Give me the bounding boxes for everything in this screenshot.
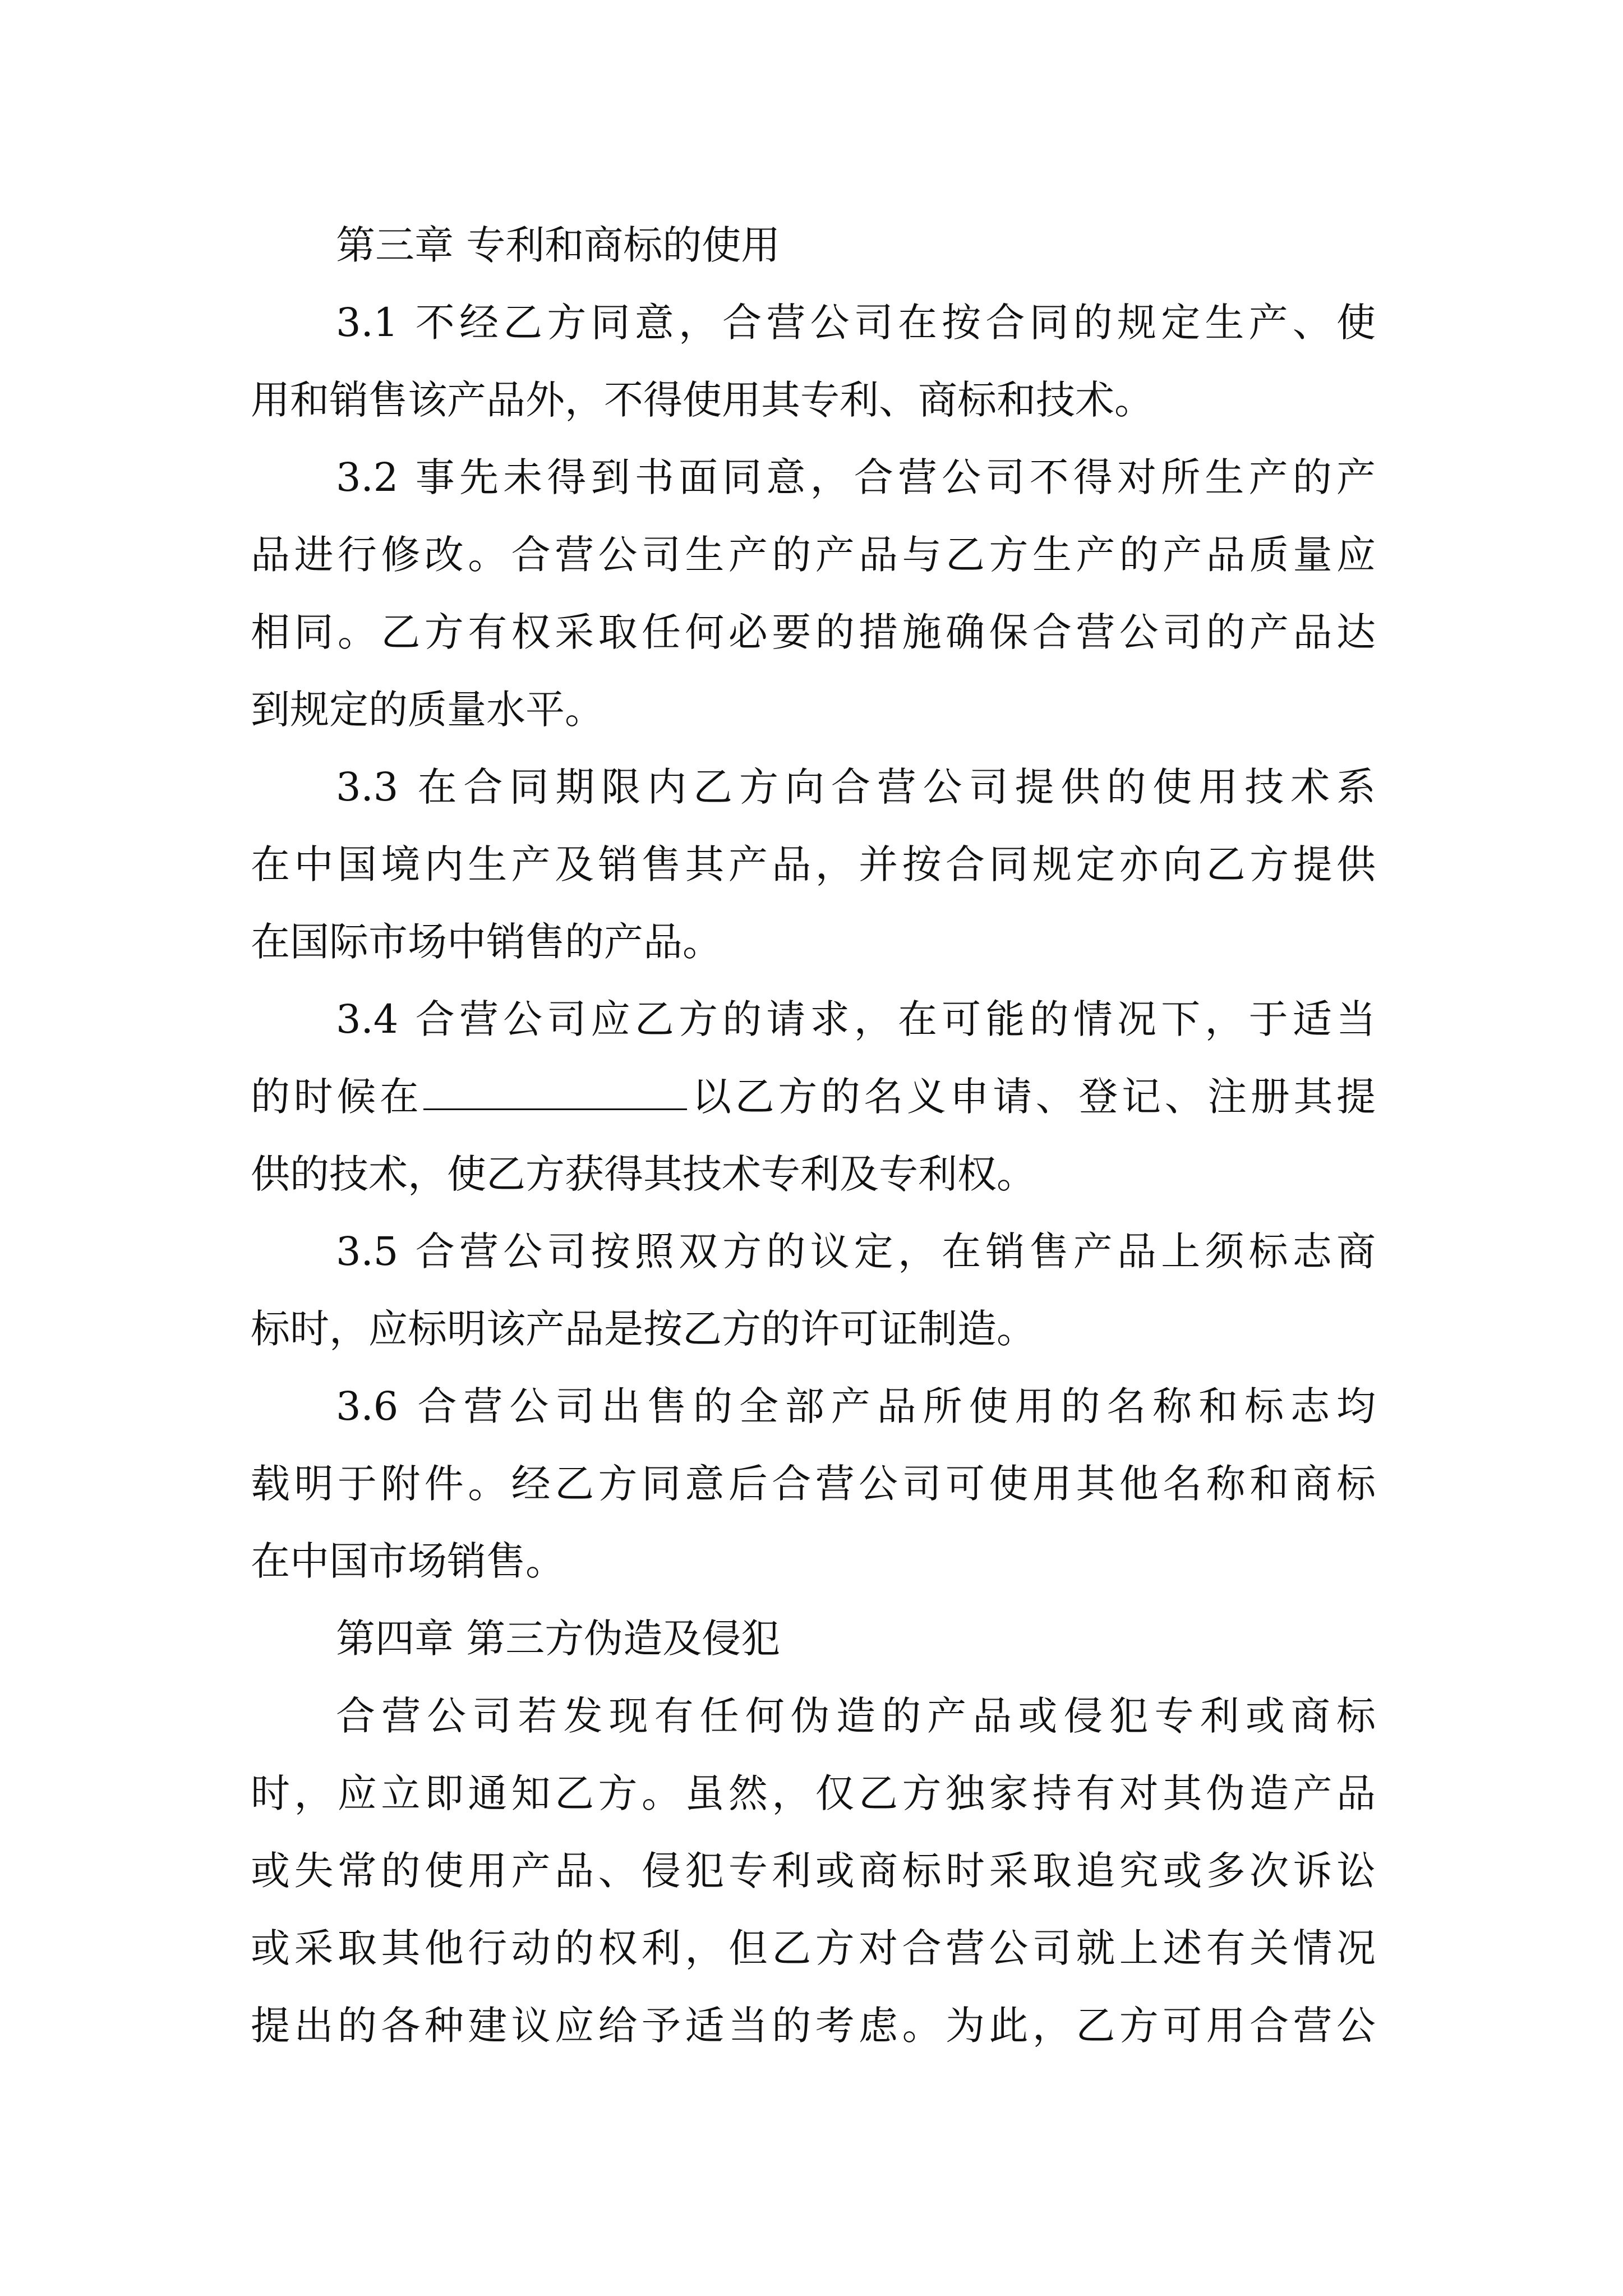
paragraph-line: 标时，应标明该产品是按乙方的许可证制造。 — [251, 1306, 1036, 1352]
line-text-before-blank: 的时候在 — [251, 1074, 423, 1120]
paragraph-line: 在中国境内生产及销售其产品，并按合同规定亦向乙方提供 — [251, 841, 1376, 887]
paragraph-line: 到规定的质量水平。 — [251, 687, 604, 733]
paragraph-line: 或采取其他行动的权利，但乙方对合营公司就上述有关情况 — [251, 1925, 1376, 1971]
paragraph-line-with-blank — [251, 1058, 1376, 1135]
paragraph-line: 3.4 合营公司应乙方的请求，在可能的情况下，于适当 — [336, 996, 1376, 1042]
paragraph-line: 3.5 合营公司按照双方的议定，在销售产品上须标志商 — [336, 1228, 1376, 1274]
paragraph-line: 载明于附件。经乙方同意后合营公司可使用其他名称和商标 — [251, 1461, 1376, 1507]
fill-in-blank — [423, 1069, 687, 1110]
paragraph-line: 相同。乙方有权采取任何必要的措施确保合营公司的产品达 — [251, 609, 1376, 655]
paragraph-line: 或失常的使用产品、侵犯专利或商标时采取追究或多次诉讼 — [251, 1848, 1376, 1894]
paragraph-line: 供的技术，使乙方获得其技术专利及专利权。 — [251, 1151, 1036, 1197]
paragraph-line: 在国际市场中销售的产品。 — [251, 919, 722, 965]
line-text-after-blank: 以乙方的名义申请、登记、注册其提 — [688, 1074, 1376, 1120]
paragraph-line: 在中国市场销售。 — [251, 1538, 565, 1584]
paragraph-line: 3.1 不经乙方同意，合营公司在按合同的规定生产、使 — [336, 300, 1376, 346]
paragraph-line: 3.6 合营公司出售的全部产品所使用的名称和标志均 — [336, 1383, 1376, 1429]
paragraph-line: 3.3 在合同期限内乙方向合营公司提供的使用技术系 — [336, 764, 1376, 810]
paragraph-line: 用和销售该产品外，不得使用其专利、商标和技术。 — [251, 377, 1154, 423]
chapter-3-heading: 第三章 专利和商标的使用 — [336, 222, 781, 268]
document-body — [251, 206, 1376, 2064]
paragraph-line: 3.2 事先未得到书面同意，合营公司不得对所生产的产 — [336, 454, 1376, 500]
chapter-4-heading: 第四章 第三方伪造及侵犯 — [336, 1616, 781, 1662]
paragraph-line: 提出的各种建议应给予适当的考虑。为此，乙方可用合营公 — [251, 2003, 1376, 2049]
paragraph-line: 时，应立即通知乙方。虽然，仅乙方独家持有对其伪造产品 — [251, 1770, 1376, 1816]
paragraph-line: 合营公司若发现有任何伪造的产品或侵犯专利或商标 — [336, 1693, 1376, 1739]
paragraph-line: 品进行修改。合营公司生产的产品与乙方生产的产品质量应 — [251, 532, 1376, 578]
